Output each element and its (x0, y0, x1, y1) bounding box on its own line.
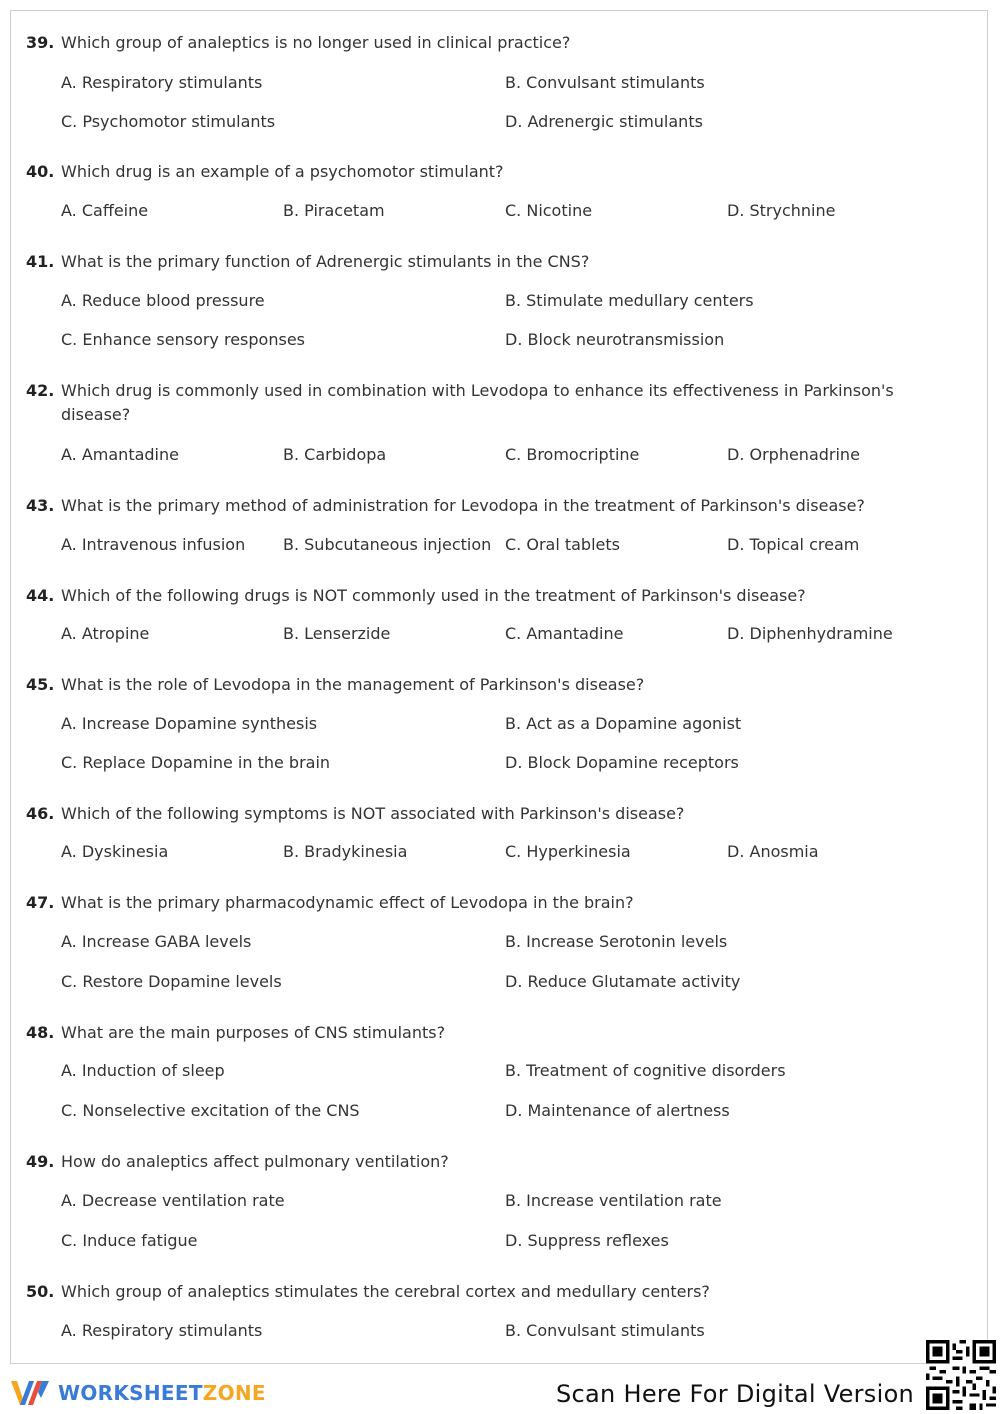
option-b[interactable]: B. Convulsant stimulants (505, 73, 705, 92)
option-b[interactable]: B. Increase ventilation rate (505, 1191, 722, 1210)
option-a[interactable]: A. Respiratory stimulants (61, 73, 263, 92)
option-c[interactable]: C. Nonselective excitation of the CNS (61, 1101, 360, 1120)
option-b[interactable]: B. Lenserzide (283, 624, 391, 643)
question-line (26, 673, 916, 697)
option-b[interactable]: B. Treatment of cognitive disorders (505, 1061, 786, 1080)
option-c[interactable]: C. Induce fatigue (61, 1231, 198, 1250)
option-d[interactable]: D. Orphenadrine (727, 445, 860, 464)
option-a[interactable]: A. Reduce blood pressure (61, 291, 265, 310)
question-number: 42. (26, 381, 55, 400)
question-line (26, 891, 916, 915)
question-number: 48. (26, 1023, 55, 1042)
option-b[interactable]: B. Convulsant stimulants (505, 1321, 705, 1340)
option-d[interactable]: D. Topical cream (727, 535, 860, 554)
option-b[interactable]: B. Act as a Dopamine agonist (505, 714, 742, 733)
question-line (26, 379, 916, 427)
option-a[interactable]: A. Dyskinesia (61, 842, 169, 861)
option-b[interactable]: B. Stimulate medullary centers (505, 291, 754, 310)
logo-word-zone: ZONE (202, 1381, 266, 1405)
question-text: What are the main purposes of CNS stimulants? (61, 1023, 446, 1042)
option-a[interactable]: A. Amantadine (61, 445, 179, 464)
question-line (26, 584, 916, 608)
question-text: Which group of analeptics is no longer used in clinical practice? (61, 33, 571, 52)
option-a[interactable]: A. Increase GABA levels (61, 932, 252, 951)
option-d[interactable]: D. Maintenance of alertness (505, 1101, 730, 1120)
option-a[interactable]: A. Intravenous infusion (61, 535, 246, 554)
question-text: What is the primary pharmacodynamic effect of Levodopa in the brain? (61, 893, 634, 912)
question-text: How do analeptics affect pulmonary ventilation? (61, 1152, 449, 1171)
option-c[interactable]: C. Nicotine (505, 201, 593, 220)
qr-code-icon[interactable] (926, 1340, 996, 1410)
question-number: 50. (26, 1282, 55, 1301)
option-b[interactable]: B. Piracetam (283, 201, 385, 220)
option-a[interactable]: A. Respiratory stimulants (61, 1321, 263, 1340)
question-line (26, 250, 916, 274)
option-c[interactable]: C. Psychomotor stimulants (61, 112, 276, 131)
logo-word-worksheet: WORKSHEET (58, 1381, 203, 1405)
worksheetzone-w-icon (10, 1378, 50, 1408)
question-text: Which drug is an example of a psychomotor stimulant? (61, 162, 504, 181)
option-a[interactable]: A. Atropine (61, 624, 150, 643)
option-d[interactable]: D. Anosmia (727, 842, 819, 861)
question-line (26, 1280, 916, 1304)
option-b[interactable]: B. Subcutaneous injection (283, 535, 492, 554)
scan-here-text: Scan Here For Digital Version (556, 1380, 915, 1408)
question-text: What is the primary method of administration for Levodopa in the treatment of Parkinson's disease? (61, 496, 865, 515)
option-a[interactable]: A. Caffeine (61, 201, 149, 220)
worksheetzone-logo[interactable] (10, 1376, 266, 1410)
option-b[interactable]: B. Increase Serotonin levels (505, 932, 728, 951)
option-a[interactable]: A. Decrease ventilation rate (61, 1191, 285, 1210)
option-c[interactable]: C. Enhance sensory responses (61, 330, 305, 349)
option-d[interactable]: D. Diphenhydramine (727, 624, 893, 643)
option-d[interactable]: D. Reduce Glutamate activity (505, 972, 741, 991)
question-text: Which of the following drugs is NOT commonly used in the treatment of Parkinson's disease? (61, 586, 806, 605)
question-line (26, 1021, 916, 1045)
question-line (26, 494, 916, 518)
question-number: 47. (26, 893, 55, 912)
question-number: 49. (26, 1152, 55, 1171)
option-a[interactable]: A. Increase Dopamine synthesis (61, 714, 318, 733)
option-c[interactable]: C. Restore Dopamine levels (61, 972, 282, 991)
question-number: 46. (26, 804, 55, 823)
logo-text (58, 1381, 266, 1405)
question-line (26, 802, 916, 826)
option-b[interactable]: B. Carbidopa (283, 445, 387, 464)
option-d[interactable]: D. Suppress reflexes (505, 1231, 669, 1250)
option-c[interactable]: C. Oral tablets (505, 535, 620, 554)
question-number: 40. (26, 162, 55, 181)
question-number: 45. (26, 675, 55, 694)
question-text: Which group of analeptics stimulates the cerebral cortex and medullary centers? (61, 1282, 710, 1301)
question-line (26, 160, 916, 184)
option-b[interactable]: B. Bradykinesia (283, 842, 408, 861)
question-number: 41. (26, 252, 55, 271)
question-text: What is the primary function of Adrenergic stimulants in the CNS? (61, 252, 590, 271)
option-d[interactable]: D. Block Dopamine receptors (505, 753, 739, 772)
option-c[interactable]: C. Replace Dopamine in the brain (61, 753, 331, 772)
question-text: Which drug is commonly used in combination with Levodopa to enhance its effectiveness in Parkinson's disease? (61, 381, 894, 424)
option-d[interactable]: D. Block neurotransmission (505, 330, 725, 349)
option-a[interactable]: A. Induction of sleep (61, 1061, 225, 1080)
question-line (26, 31, 916, 55)
option-c[interactable]: C. Hyperkinesia (505, 842, 631, 861)
question-number: 44. (26, 586, 55, 605)
option-c[interactable]: C. Amantadine (505, 624, 624, 643)
option-d[interactable]: D. Strychnine (727, 201, 836, 220)
question-line (26, 1150, 916, 1174)
option-c[interactable]: C. Bromocriptine (505, 445, 640, 464)
question-text: Which of the following symptoms is NOT associated with Parkinson's disease? (61, 804, 685, 823)
option-d[interactable]: D. Adrenergic stimulants (505, 112, 703, 131)
question-number: 43. (26, 496, 55, 515)
question-text: What is the role of Levodopa in the management of Parkinson's disease? (61, 675, 645, 694)
question-number: 39. (26, 33, 55, 52)
